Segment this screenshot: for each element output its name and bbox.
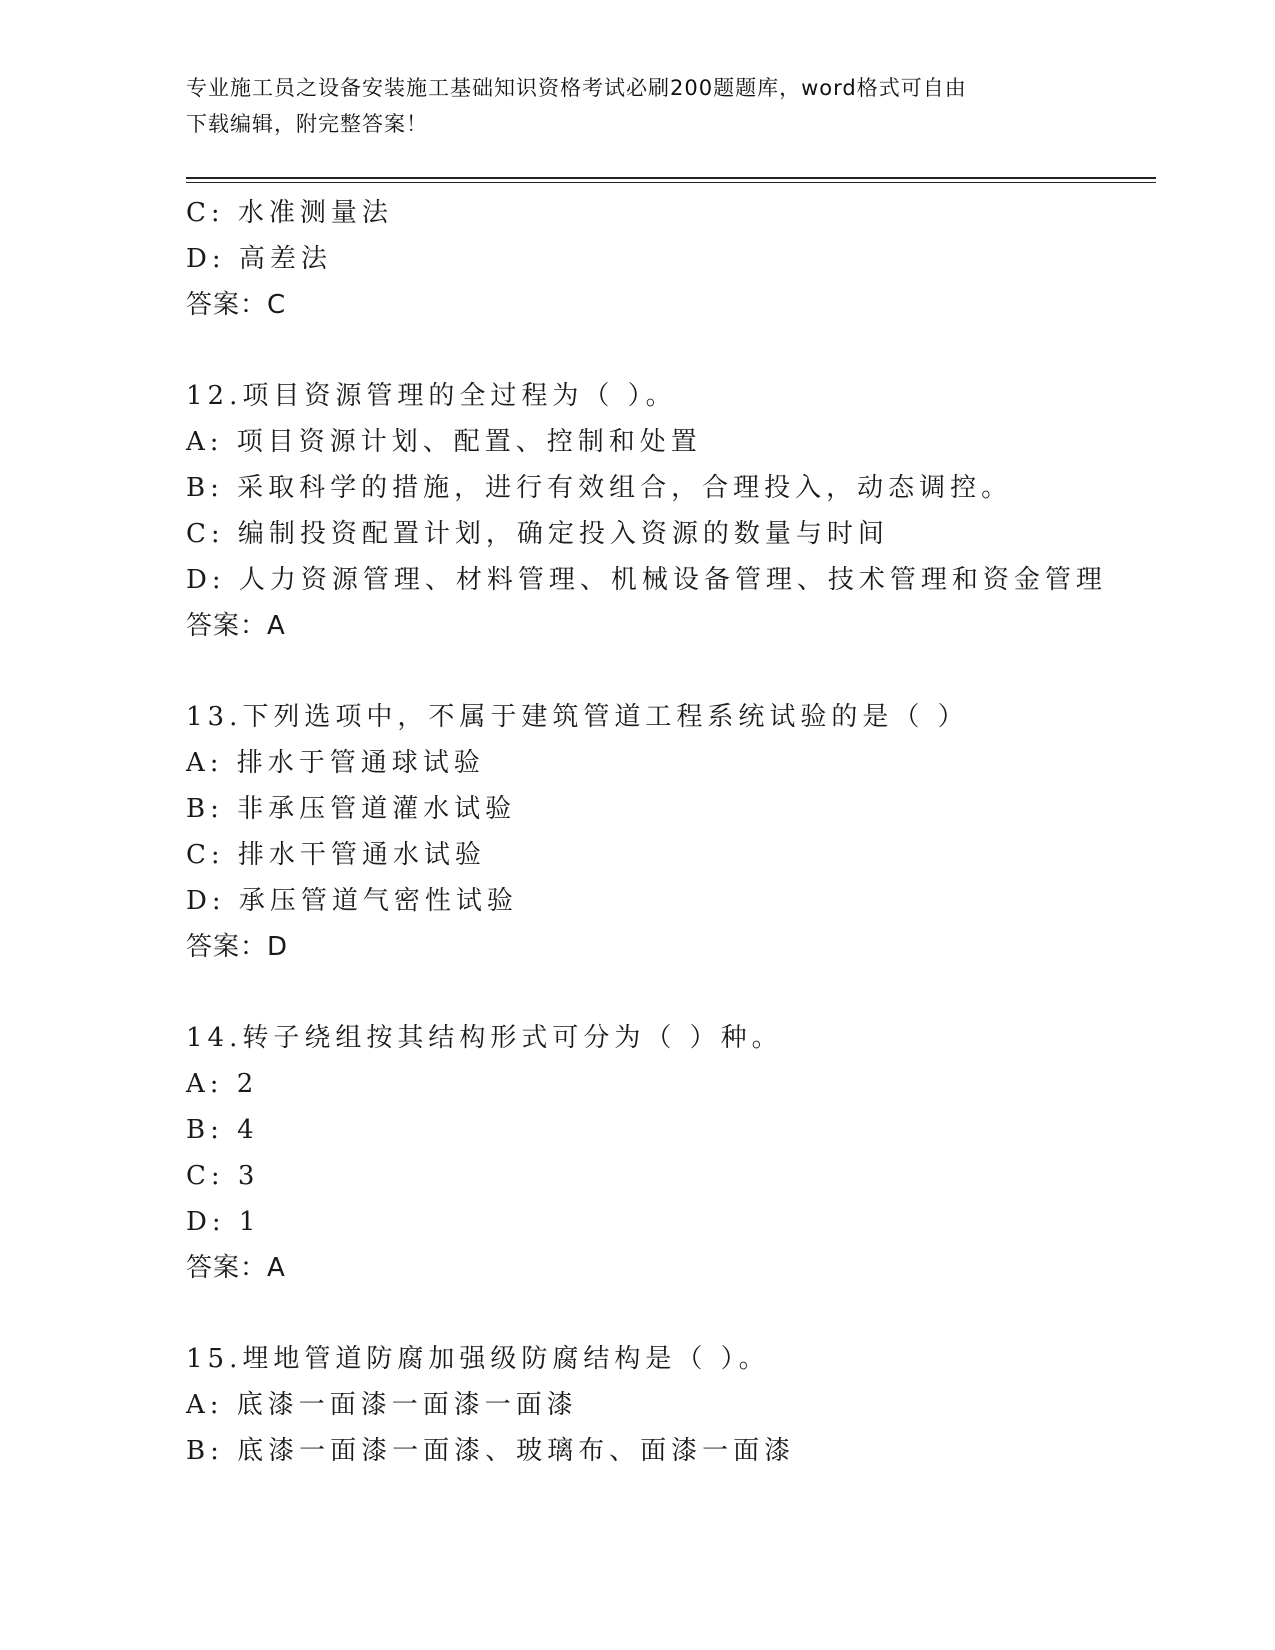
option-c: C: 排水干管通水试验 xyxy=(186,840,486,870)
option-b: B: 4 xyxy=(186,1115,259,1145)
option-c: C: 编制投资配置计划，确定投入资源的数量与时间 xyxy=(186,519,889,549)
answer-line: 答案：D xyxy=(186,932,289,962)
option-c: C: 3 xyxy=(186,1161,260,1191)
document-header xyxy=(186,70,1086,142)
header-divider-thick xyxy=(186,177,1156,179)
header-title-line-1: 专业施工员之设备安装施工基础知识资格考试必刷200题题库，word格式可自由 xyxy=(186,76,967,100)
option-d: D: 1 xyxy=(186,1207,261,1237)
option-d: D: 人力资源管理、材料管理、机械设备管理、技术管理和资金管理 xyxy=(186,565,1107,595)
option-d: D: 承压管道气密性试验 xyxy=(186,886,518,916)
question-11-continued xyxy=(186,190,1146,328)
header-title-line-2: 下载编辑，附完整答案！ xyxy=(186,112,428,136)
question-stem: 13.下列选项中，不属于建筑管道工程系统试验的是（ ） xyxy=(186,702,969,732)
option-b: B: 非承压管道灌水试验 xyxy=(186,794,517,824)
option-a: A: 2 xyxy=(186,1069,259,1099)
spacer xyxy=(186,1291,1146,1336)
option-b: B: 底漆一面漆一面漆、玻璃布、面漆一面漆 xyxy=(186,1436,796,1466)
question-stem: 15.埋地管道防腐加强级防腐结构是（ ）。 xyxy=(186,1344,770,1374)
question-12 xyxy=(186,373,1146,649)
question-stem: 12.项目资源管理的全过程为（ ）。 xyxy=(186,381,677,411)
option-a: A: 底漆一面漆一面漆一面漆 xyxy=(186,1390,578,1420)
option-a: A: 项目资源计划、配置、控制和处置 xyxy=(186,427,702,457)
answer-line: 答案：A xyxy=(186,611,286,641)
answer-line: 答案：C xyxy=(186,290,287,320)
option-d: D: 高差法 xyxy=(186,244,332,274)
spacer xyxy=(186,649,1146,694)
question-stem: 14.转子绕组按其结构形式可分为（ ）种。 xyxy=(186,1023,783,1053)
header-divider-thin xyxy=(186,182,1156,183)
question-13 xyxy=(186,694,1146,970)
option-c: C: 水准测量法 xyxy=(186,198,393,228)
answer-line: 答案：A xyxy=(186,1253,286,1283)
question-15 xyxy=(186,1336,1146,1474)
option-a: A: 排水于管通球试验 xyxy=(186,748,485,778)
spacer xyxy=(186,328,1146,373)
question-list xyxy=(186,190,1146,1474)
spacer xyxy=(186,970,1146,1015)
option-b: B: 采取科学的措施，进行有效组合，合理投入，动态调控。 xyxy=(186,473,1013,503)
question-14 xyxy=(186,1015,1146,1291)
